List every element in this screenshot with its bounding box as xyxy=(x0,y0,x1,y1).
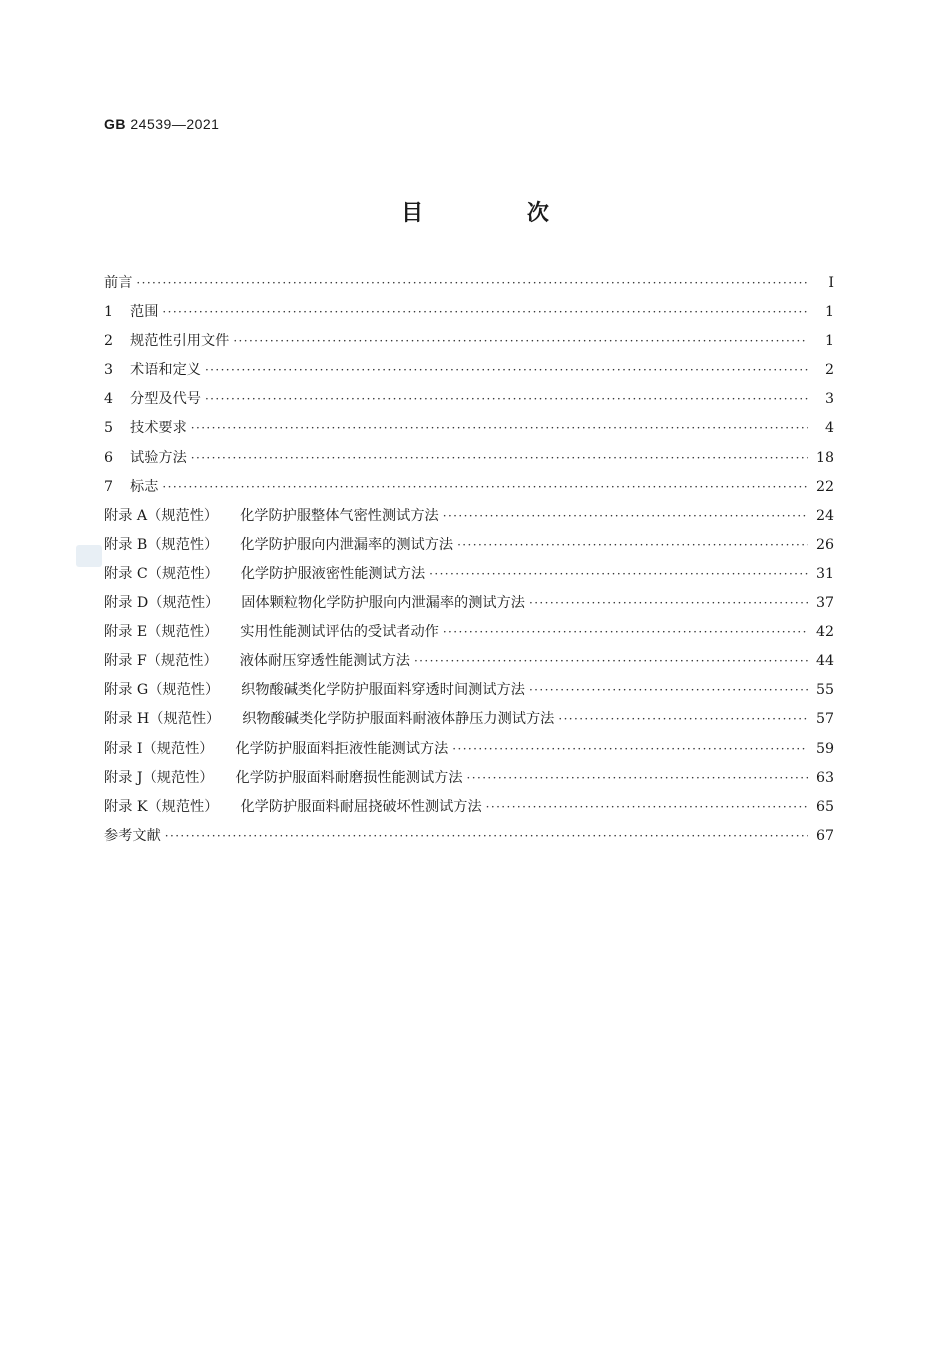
toc-entry-kind: （规范性） xyxy=(149,711,221,728)
toc-entry-label xyxy=(104,476,162,496)
toc-entry-page: 57 xyxy=(815,711,834,728)
toc-leader-dots xyxy=(191,451,808,465)
toc-entry-page: 37 xyxy=(815,595,834,612)
toc-entry-kind: （规范性） xyxy=(148,595,220,612)
toc-entry-page: 22 xyxy=(815,478,834,495)
toc-entry-label xyxy=(104,767,467,787)
toc-entry-label xyxy=(104,417,191,437)
toc-entry-number: 附录 C xyxy=(104,565,148,582)
toc-entry-title: 规范性引用文件 xyxy=(130,333,230,350)
toc-leader-dots xyxy=(414,654,808,668)
toc-entry-page: 59 xyxy=(815,740,834,757)
toc-entry-number: 5 xyxy=(104,420,114,437)
toc-entry[interactable] xyxy=(104,621,834,650)
toc-leader-dots xyxy=(162,305,808,319)
toc-entry-label xyxy=(104,330,233,350)
toc-entry[interactable] xyxy=(104,679,834,708)
toc-leader-dots xyxy=(233,334,808,348)
toc-entry[interactable] xyxy=(104,272,834,301)
toc-entry-title: 液体耐压穿透性能测试方法 xyxy=(239,653,410,670)
toc-entry-kind: （规范性） xyxy=(147,624,219,641)
toc-entry-page: 67 xyxy=(815,827,834,844)
toc-entry-page: 1 xyxy=(824,333,834,350)
toc-entry-title: 化学防护服向内泄漏率的测试方法 xyxy=(240,536,454,553)
toc-entry-label xyxy=(104,388,205,408)
toc-entry-title: 固体颗粒物化学防护服向内泄漏率的测试方法 xyxy=(241,595,525,612)
toc-entry-label xyxy=(104,621,443,641)
toc-entry[interactable] xyxy=(104,738,834,767)
toc-entry-number: 2 xyxy=(104,333,114,350)
toc-leader-dots xyxy=(457,538,808,552)
toc-entry-number: 7 xyxy=(104,478,114,495)
toc-entry-label xyxy=(104,825,165,845)
standard-code xyxy=(104,116,219,132)
toc-leader-dots xyxy=(558,712,808,726)
toc-entry-title: 织物酸碱类化学防护服面料穿透时间测试方法 xyxy=(241,682,525,699)
toc-entry-label xyxy=(104,447,191,467)
toc-leader-dots xyxy=(165,829,808,843)
toc-entry-page: I xyxy=(828,275,834,291)
toc-entry-label xyxy=(104,679,529,699)
standard-number: 24539—2021 xyxy=(130,116,220,132)
toc-entry-label xyxy=(104,708,558,728)
toc-entry[interactable] xyxy=(104,796,834,825)
toc-entry-label xyxy=(104,592,529,612)
toc-entry-number: 附录 I xyxy=(104,740,143,757)
toc-entry[interactable] xyxy=(104,359,834,388)
toc-leader-dots xyxy=(191,421,808,435)
toc-entry-kind: （规范性） xyxy=(147,536,219,553)
toc-entry-title: 前言 xyxy=(104,275,133,291)
table-of-contents xyxy=(104,272,834,854)
toc-entry-number: 附录 D xyxy=(104,595,149,612)
toc-leader-dots xyxy=(205,392,808,406)
toc-entry[interactable] xyxy=(104,650,834,679)
toc-entry-page: 42 xyxy=(815,624,834,641)
toc-leader-dots xyxy=(443,509,808,523)
toc-entry[interactable] xyxy=(104,505,834,534)
toc-leader-dots xyxy=(443,625,808,639)
toc-entry-title: 化学防护服整体气密性测试方法 xyxy=(240,507,439,524)
toc-entry-title: 标志 xyxy=(130,478,159,495)
toc-entry-number: 附录 B xyxy=(104,536,148,553)
toc-entry[interactable] xyxy=(104,388,834,417)
page-title: 目 次 xyxy=(401,201,597,226)
toc-entry-page: 18 xyxy=(815,449,834,466)
toc-entry-label xyxy=(104,301,162,321)
toc-entry[interactable] xyxy=(104,825,834,854)
toc-leader-dots xyxy=(529,596,808,610)
toc-entry-page: 65 xyxy=(815,798,834,815)
toc-entry-page: 55 xyxy=(815,682,834,699)
toc-leader-dots xyxy=(467,771,808,785)
toc-entry-title: 化学防护服面料耐屈挠破坏性测试方法 xyxy=(240,798,482,815)
toc-entry[interactable] xyxy=(104,708,834,737)
toc-entry[interactable] xyxy=(104,534,834,563)
toc-entry-kind: （规范性） xyxy=(146,653,218,670)
toc-entry-page: 31 xyxy=(815,565,834,582)
toc-entry-number: 附录 K xyxy=(104,798,148,815)
toc-leader-dots xyxy=(429,567,808,581)
toc-entry-label xyxy=(104,534,457,554)
toc-entry[interactable] xyxy=(104,476,834,505)
toc-entry-kind: （规范性） xyxy=(147,507,219,524)
toc-entry-kind: （规范性） xyxy=(147,798,219,815)
toc-entry-kind: （规范性） xyxy=(147,565,219,582)
toc-entry-label xyxy=(104,505,443,525)
toc-entry-number: 附录 H xyxy=(104,711,150,728)
toc-entry-number: 6 xyxy=(104,449,114,466)
toc-entry-page: 44 xyxy=(815,653,834,670)
toc-entry-title: 化学防护服面料耐磨损性能测试方法 xyxy=(235,769,463,786)
toc-entry[interactable] xyxy=(104,417,834,446)
toc-entry-title: 织物酸碱类化学防护服面料耐液体静压力测试方法 xyxy=(242,711,555,728)
toc-entry-title: 化学防护服面料拒液性能测试方法 xyxy=(235,740,449,757)
toc-entry-page: 3 xyxy=(824,391,834,408)
toc-entry-page: 1 xyxy=(824,304,834,321)
toc-entry-title: 范围 xyxy=(130,304,159,321)
toc-entry-number: 附录 F xyxy=(104,653,147,670)
toc-entry-label xyxy=(104,272,136,292)
toc-entry-page: 26 xyxy=(815,536,834,553)
toc-entry-page: 4 xyxy=(824,420,834,437)
toc-entry[interactable] xyxy=(104,301,834,330)
toc-entry[interactable] xyxy=(104,563,834,592)
toc-entry-page: 24 xyxy=(815,507,834,524)
toc-entry-kind: （规范性） xyxy=(142,769,214,786)
toc-entry-number: 附录 G xyxy=(104,682,149,699)
toc-entry-page: 63 xyxy=(815,769,834,786)
standard-prefix: GB xyxy=(104,116,126,132)
toc-entry-title: 分型及代号 xyxy=(130,391,201,408)
toc-entry[interactable] xyxy=(104,330,834,359)
toc-entry-label xyxy=(104,650,414,670)
toc-entry-number: 附录 E xyxy=(104,624,148,641)
toc-leader-dots xyxy=(205,363,808,377)
toc-leader-dots xyxy=(452,742,808,756)
toc-entry-label xyxy=(104,563,429,583)
toc-entry[interactable] xyxy=(104,767,834,796)
toc-entry-number: 1 xyxy=(104,304,114,321)
toc-entry-number: 3 xyxy=(104,362,114,379)
toc-entry-number: 4 xyxy=(104,391,114,408)
toc-entry-kind: （规范性） xyxy=(148,682,220,699)
toc-leader-dots xyxy=(529,683,808,697)
toc-entry-number: 附录 J xyxy=(104,769,143,786)
toc-entry-title: 实用性能测试评估的受试者动作 xyxy=(240,624,439,641)
toc-entry[interactable] xyxy=(104,447,834,476)
toc-entry-title: 参考文献 xyxy=(104,827,161,844)
toc-entry-page: 2 xyxy=(824,362,834,379)
toc-entry-label xyxy=(104,796,486,816)
toc-leader-dots xyxy=(162,480,808,494)
toc-entry-title: 化学防护服液密性能测试方法 xyxy=(240,565,426,582)
toc-leader-dots xyxy=(486,800,808,814)
toc-entry[interactable] xyxy=(104,592,834,621)
toc-entry-kind: （规范性） xyxy=(142,740,214,757)
toc-leader-dots xyxy=(136,276,808,290)
toc-entry-title: 术语和定义 xyxy=(130,362,201,379)
toc-entry-title: 试验方法 xyxy=(130,449,187,466)
toc-entry-title: 技术要求 xyxy=(130,420,187,437)
toc-entry-number: 附录 A xyxy=(104,507,148,524)
watermark-logo xyxy=(76,545,102,567)
toc-entry-label xyxy=(104,738,452,758)
toc-entry-label xyxy=(104,359,205,379)
